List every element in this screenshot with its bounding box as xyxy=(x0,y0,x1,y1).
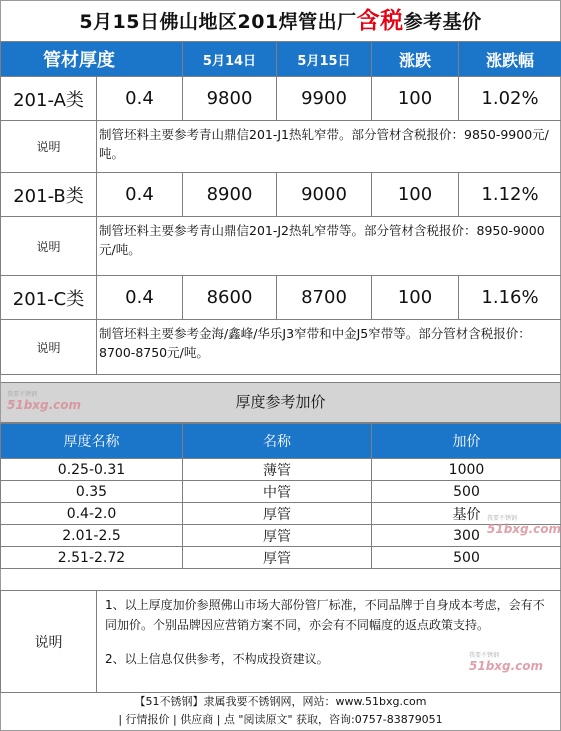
watermark-logo xyxy=(487,513,561,536)
watermark-logo xyxy=(7,389,81,412)
note-text: 制管坯料主要参考青山鼎信201-J1热轧窄带。部分管材含税报价：9850-9900元/吨。 xyxy=(97,121,561,173)
thickness-table-header xyxy=(1,424,561,459)
row-may14: 8900 xyxy=(183,173,277,217)
header-markup: 加价 xyxy=(372,424,561,459)
row-may15: 9000 xyxy=(277,173,372,217)
row-thickness: 0.4 xyxy=(97,276,183,320)
footnote-item-1: 1、以上厚度加价参照佛山市场大部份管厂标准，不同品牌于自身成本考虑，会有不同加价。个别品牌因应营销方案不同，亦会有不同幅度的返点政策支持。 xyxy=(105,598,545,632)
watermark-logo xyxy=(469,650,543,673)
footnote-table xyxy=(0,590,561,693)
page-title xyxy=(1,1,560,41)
cell-name: 厚管 xyxy=(183,547,372,569)
watermark-logo-text: 51bxg.com xyxy=(7,398,82,412)
table-row xyxy=(1,77,561,121)
header-pct: 涨跌幅 xyxy=(459,42,561,77)
table-row xyxy=(1,276,561,320)
note-label: 说明 xyxy=(1,320,97,375)
row-change: 100 xyxy=(372,276,459,320)
row-may14: 8600 xyxy=(183,276,277,320)
cell-markup: 500 xyxy=(372,547,561,569)
row-change: 100 xyxy=(372,173,459,217)
table-row xyxy=(1,459,561,481)
row-pct: 1.12% xyxy=(459,173,561,217)
watermark-small-text: 我要不锈钢 xyxy=(487,515,518,522)
cell-name: 厚管 xyxy=(183,503,372,525)
cell-name: 薄管 xyxy=(183,459,372,481)
thickness-section-title: 厚度参考加价 xyxy=(1,382,560,423)
watermark-small-text: 我要不锈钢 xyxy=(7,391,38,398)
row-thickness: 0.4 xyxy=(97,173,183,217)
title-highlight: 含税 xyxy=(356,8,404,34)
footnote-text xyxy=(97,591,561,693)
title-prefix: 5月15日佛山地区201焊管出厂 xyxy=(79,11,357,33)
header-may14: 5月14日 xyxy=(183,42,277,77)
cell-thickness: 0.25-0.31 xyxy=(1,459,183,481)
cell-thickness: 2.51-2.72 xyxy=(1,547,183,569)
header-change: 涨跌 xyxy=(372,42,459,77)
table-row xyxy=(1,173,561,217)
row-category: 201-C类 xyxy=(1,276,97,320)
row-may14: 9800 xyxy=(183,77,277,121)
table-row-note xyxy=(1,217,561,276)
watermark-logo-text: 51bxg.com xyxy=(487,522,561,536)
row-change: 100 xyxy=(372,77,459,121)
footer xyxy=(1,693,560,729)
note-label: 说明 xyxy=(1,121,97,173)
footer-line-2: | 行情报价 | 供应商 | 点 "阅读原文" 获取，咨询:0757-83879051 xyxy=(118,713,443,726)
note-text: 制管坯料主要参考青山鼎信201-J2热轧窄带等。部分管材含税报价：8950-9000元/吨。 xyxy=(97,217,561,276)
header-thickness: 管材厚度 xyxy=(1,42,183,77)
table-row xyxy=(1,503,561,525)
footnote-item-2: 2、以上信息仅供参考，不构成投资建议。 xyxy=(105,652,329,666)
cell-name: 中管 xyxy=(183,481,372,503)
cell-thickness: 0.35 xyxy=(1,481,183,503)
note-label: 说明 xyxy=(1,217,97,276)
row-may15: 9900 xyxy=(277,77,372,121)
cell-markup: 300 xyxy=(372,525,561,547)
row-may15: 8700 xyxy=(277,276,372,320)
title-suffix: 参考基价 xyxy=(403,11,482,33)
note-text: 制管坯料主要参考金海/鑫峰/华乐J3窄带和中金J5窄带等。部分管材含税报价：8700-8750元/吨。 xyxy=(97,320,561,375)
price-table-header xyxy=(1,42,561,77)
watermark-small-text: 我要不锈钢 xyxy=(469,652,500,659)
table-row xyxy=(1,481,561,503)
row-pct: 1.16% xyxy=(459,276,561,320)
header-may15: 5月15日 xyxy=(277,42,372,77)
cell-markup: 1000 xyxy=(372,459,561,481)
cell-name: 厚管 xyxy=(183,525,372,547)
header-name: 名称 xyxy=(183,424,372,459)
row-pct: 1.02% xyxy=(459,77,561,121)
cell-markup: 基价 xyxy=(372,503,561,525)
table-row-note xyxy=(1,320,561,375)
cell-thickness: 2.01-2.5 xyxy=(1,525,183,547)
footnote-row xyxy=(1,591,561,693)
footer-line-1: 【51不锈钢】隶属我要不锈钢网，网站：www.51bxg.com xyxy=(134,695,427,708)
footnote-label: 说明 xyxy=(1,591,97,693)
row-category: 201-B类 xyxy=(1,173,97,217)
header-thickness-name: 厚度名称 xyxy=(1,424,183,459)
row-thickness: 0.4 xyxy=(97,77,183,121)
table-row xyxy=(1,525,561,547)
price-table xyxy=(0,41,561,375)
cell-thickness: 0.4-2.0 xyxy=(1,503,183,525)
row-category: 201-A类 xyxy=(1,77,97,121)
thickness-table xyxy=(0,423,561,569)
cell-markup: 500 xyxy=(372,481,561,503)
table-row-note xyxy=(1,121,561,173)
table-row xyxy=(1,547,561,569)
watermark-logo-text: 51bxg.com xyxy=(469,659,544,673)
